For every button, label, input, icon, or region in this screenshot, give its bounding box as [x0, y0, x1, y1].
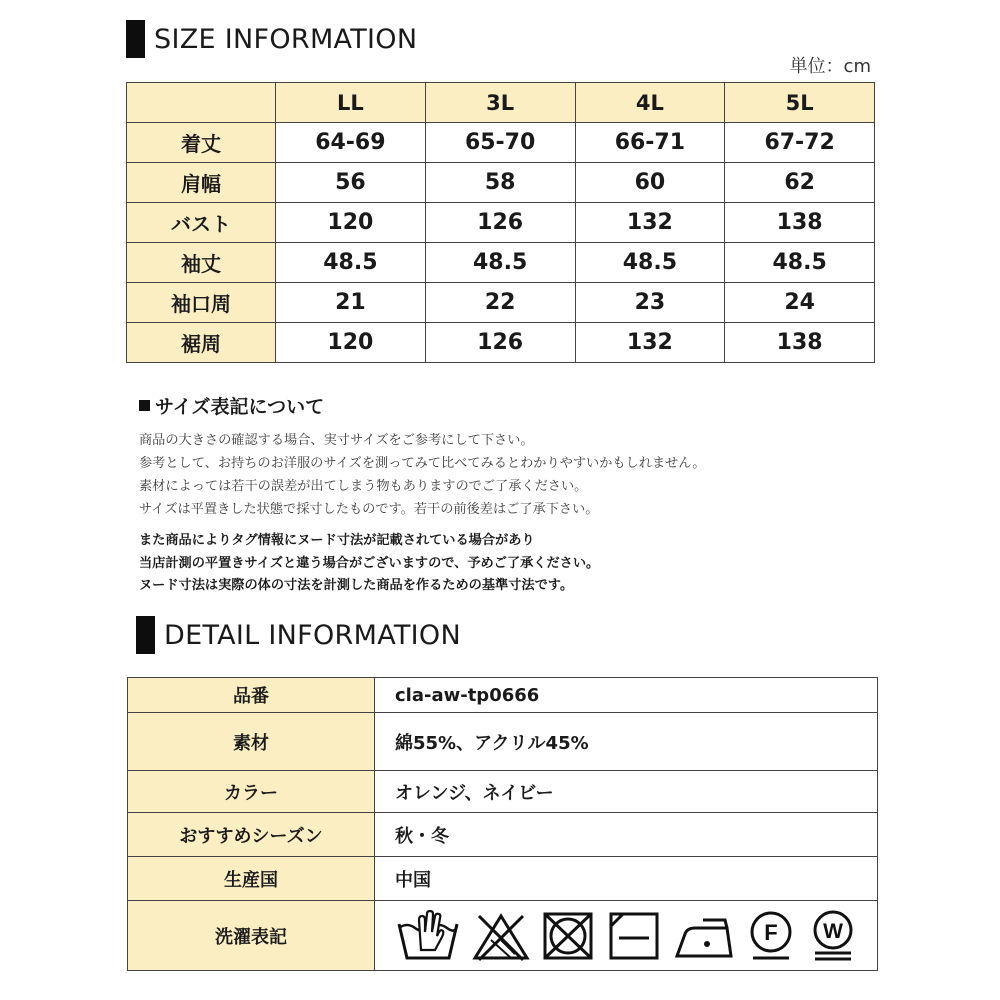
detail-value: 秋・冬 — [375, 813, 878, 857]
care-icons-cell — [375, 901, 878, 971]
detail-row — [128, 813, 878, 857]
size-table-row — [127, 123, 875, 163]
detail-value: cla-aw-tp0666 — [375, 678, 878, 713]
detail-row-care — [128, 901, 878, 971]
size-cell: 132 — [575, 323, 725, 363]
iron-low-icon — [673, 910, 737, 962]
size-cell: 62 — [725, 163, 875, 203]
detail-table — [127, 677, 878, 971]
size-row-label: バスト — [127, 203, 276, 243]
size-table-row — [127, 323, 875, 363]
hand-wash-icon — [395, 910, 461, 962]
size-cell: 22 — [425, 283, 575, 323]
size-title-text: SIZE INFORMATION — [154, 23, 418, 55]
detail-label: カラー — [128, 771, 375, 813]
size-cell: 120 — [276, 323, 426, 363]
size-cell: 48.5 — [575, 243, 725, 283]
size-row-label: 袖丈 — [127, 243, 276, 283]
size-cell: 126 — [425, 323, 575, 363]
note-line: 商品の大きさの確認する場合、実寸サイズをご参考にして下さい。 — [139, 433, 534, 448]
size-cell: 65-70 — [425, 123, 575, 163]
size-col-header: LL — [276, 83, 426, 123]
note-line: 参考として、お持ちのお洋服のサイズを測ってみて比べてみるとわかりやすいかもしれません。 — [139, 456, 706, 471]
detail-value: 綿55%、アクリル45% — [375, 713, 878, 771]
detail-label: おすすめシーズン — [128, 813, 375, 857]
no-bleach-icon — [471, 910, 531, 962]
size-cell: 126 — [425, 203, 575, 243]
size-cell: 138 — [725, 203, 875, 243]
size-section-title — [126, 20, 417, 58]
size-cell: 56 — [276, 163, 426, 203]
size-cell: 48.5 — [276, 243, 426, 283]
size-table-header-row — [127, 83, 875, 123]
size-row-label: 肩幅 — [127, 163, 276, 203]
detail-label: 品番 — [128, 678, 375, 713]
size-cell: 138 — [725, 323, 875, 363]
note-bold-line: 当店計測の平置きサイズと違う場合がございますので、予めご了承ください。 — [139, 555, 600, 571]
size-table-corner — [127, 83, 276, 123]
size-cell: 21 — [276, 283, 426, 323]
size-row-label: 着丈 — [127, 123, 276, 163]
detail-label: 素材 — [128, 713, 375, 771]
notes-heading-text: サイズ表記について — [155, 396, 325, 418]
notes-heading — [139, 392, 324, 419]
size-cell: 120 — [276, 203, 426, 243]
detail-section-title — [136, 616, 461, 654]
size-table-row — [127, 283, 875, 323]
note-bold-line: ヌード寸法は実際の体の寸法を計測した商品を作るための基準寸法です。 — [139, 578, 574, 593]
size-cell: 64-69 — [276, 123, 426, 163]
detail-row — [128, 857, 878, 901]
size-cell: 60 — [575, 163, 725, 203]
dry-clean-f-icon — [747, 910, 799, 962]
size-table-row — [127, 163, 875, 203]
flat-dry-shade-icon — [607, 910, 663, 962]
detail-title-text: DETAIL INFORMATION — [164, 619, 461, 651]
care-icons — [395, 910, 877, 962]
size-col-header: 5L — [725, 83, 875, 123]
notes-emphasis — [139, 530, 599, 598]
detail-value: 中国 — [375, 857, 878, 901]
square-bullet-icon — [139, 400, 150, 411]
size-cell: 132 — [575, 203, 725, 243]
detail-label: 生産国 — [128, 857, 375, 901]
size-row-label: 裾周 — [127, 323, 276, 363]
detail-row — [128, 678, 878, 713]
detail-row — [128, 771, 878, 813]
size-cell: 24 — [725, 283, 875, 323]
size-col-header: 4L — [575, 83, 725, 123]
note-line: 素材によっては若干の誤差が出てしまう物もありますのでご了承ください。 — [139, 479, 588, 494]
detail-row — [128, 713, 878, 771]
size-cell: 23 — [575, 283, 725, 323]
size-cell: 67-72 — [725, 123, 875, 163]
dry-clean-letter: F — [764, 919, 778, 945]
size-row-label: 袖口周 — [127, 283, 276, 323]
size-cell: 58 — [425, 163, 575, 203]
wet-clean-letter: W — [823, 919, 843, 943]
size-table-row — [127, 243, 875, 283]
size-cell: 48.5 — [725, 243, 875, 283]
size-col-header: 3L — [425, 83, 575, 123]
size-cell: 66-71 — [575, 123, 725, 163]
wet-clean-w-icon — [809, 910, 861, 962]
no-tumble-dry-icon — [541, 910, 597, 962]
notes-body — [139, 429, 706, 521]
title-bar-marker — [136, 616, 155, 654]
title-bar-marker — [126, 20, 145, 58]
note-line: サイズは平置きした状態で採寸したものです。若干の前後差はご了承下さい。 — [139, 502, 599, 517]
size-table — [126, 82, 875, 363]
detail-label: 洗濯表記 — [128, 901, 375, 971]
note-bold-line: また商品によりタグ情報にヌード寸法が記載されている場合があり — [139, 533, 535, 548]
detail-value: オレンジ、ネイビー — [375, 771, 878, 813]
unit-note: 単位：cm — [789, 56, 871, 77]
size-table-row — [127, 203, 875, 243]
size-cell: 48.5 — [425, 243, 575, 283]
